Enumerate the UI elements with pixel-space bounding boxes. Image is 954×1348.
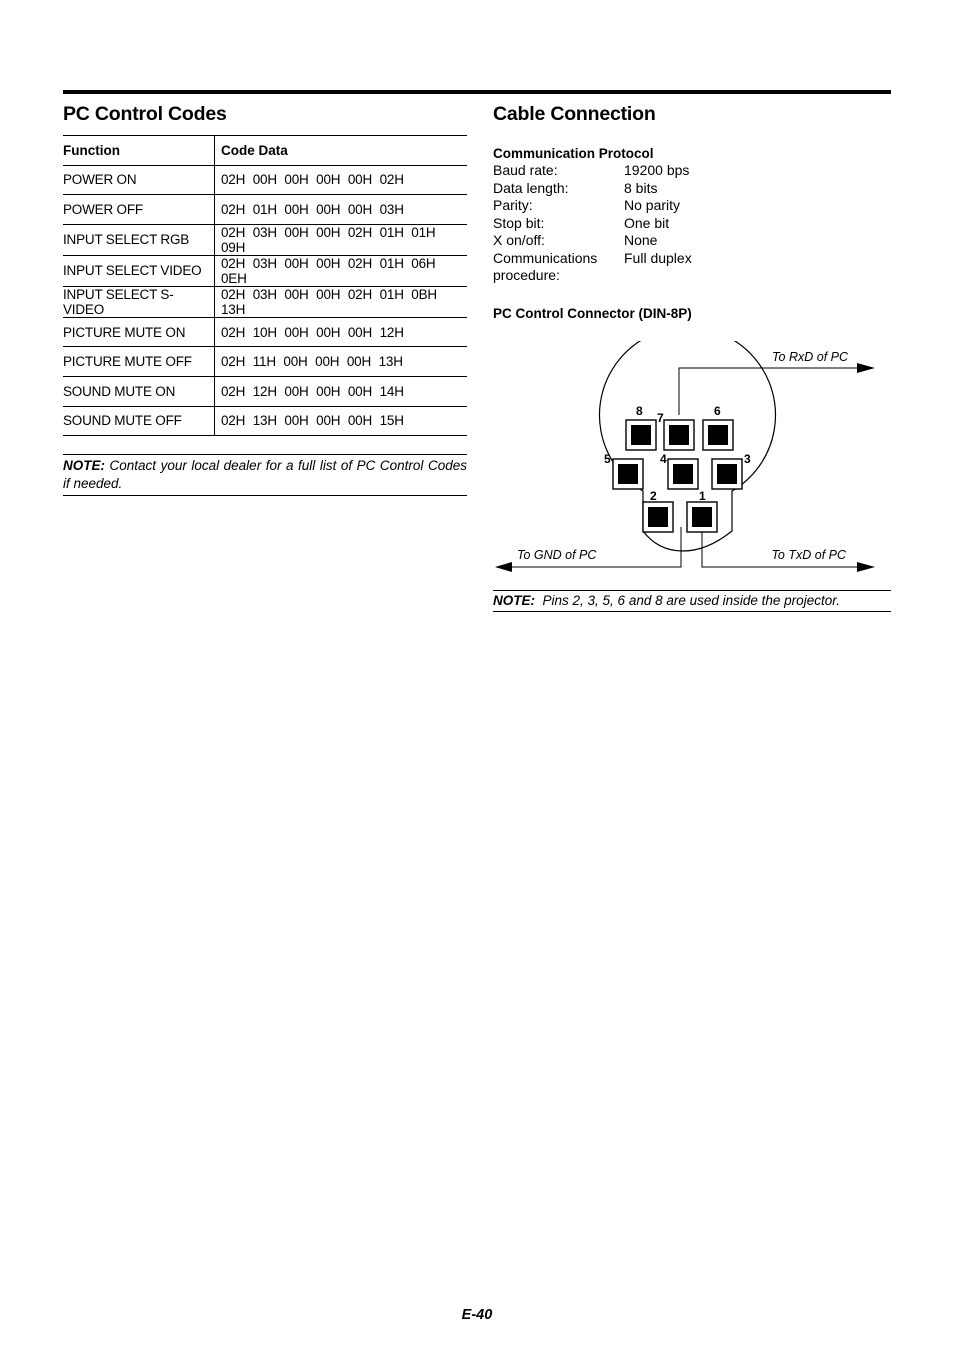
table-row	[63, 376, 467, 406]
protocol-value: Full duplex	[624, 249, 692, 266]
pin-label-4: 4	[660, 452, 667, 466]
table-row	[63, 165, 467, 195]
protocol-row	[493, 267, 891, 285]
protocol-key: Stop bit:	[493, 214, 545, 231]
table-row	[63, 317, 467, 347]
din-8p-connector-diagram	[493, 341, 891, 586]
protocol-list	[493, 162, 891, 285]
pin-label-7: 7	[657, 411, 664, 425]
protocol-value: 8 bits	[624, 179, 658, 196]
note-text: Pins 2, 3, 5, 6 and 8 are used inside the projector.	[542, 593, 840, 608]
pin-4	[668, 459, 698, 489]
cable-connection-section	[493, 101, 891, 608]
top-rule	[63, 90, 891, 94]
header-code-data: Code Data	[215, 136, 468, 166]
protocol-row	[493, 215, 891, 233]
table-row	[63, 406, 467, 436]
protocol-row	[493, 162, 891, 180]
connector-svg	[493, 341, 891, 586]
communication-protocol-title: Communication Protocol	[493, 146, 654, 161]
protocol-key: procedure:	[493, 267, 560, 283]
protocol-key: Data length:	[493, 179, 569, 196]
function-cell: INPUT SELECT RGB	[63, 224, 215, 255]
wire-rxd	[679, 368, 873, 415]
code-cell: 02H 12H 00H 00H 00H 14H	[215, 376, 468, 406]
code-cell: 02H 01H 00H 00H 00H 03H	[215, 195, 468, 225]
note-label: NOTE:	[493, 593, 535, 608]
pin-6	[703, 420, 733, 450]
code-cell: 02H 10H 00H 00H 00H 12H	[215, 317, 468, 347]
arrow-gnd	[495, 562, 512, 572]
protocol-row	[493, 197, 891, 215]
table-header-row	[63, 136, 467, 166]
note-cable-connection	[493, 590, 891, 612]
pin-label-2: 2	[650, 489, 657, 503]
function-cell: PICTURE MUTE OFF	[63, 347, 215, 377]
protocol-key: X on/off:	[493, 232, 545, 248]
note-text: Contact your local dealer for a full list of PC Control Codes if needed.	[63, 458, 467, 492]
pin-label-1: 1	[699, 489, 706, 503]
table-row	[63, 195, 467, 225]
pin-3	[712, 459, 742, 489]
protocol-key: Communications	[493, 249, 598, 266]
label-to-txd: To TxD of PC	[771, 548, 846, 562]
protocol-value: One bit	[624, 214, 670, 231]
function-cell: POWER ON	[63, 165, 215, 195]
code-cell: 02H 03H 00H 00H 02H 01H 0BH 13H	[215, 286, 468, 317]
section-title-pc-control-codes: PC Control Codes	[63, 103, 227, 125]
function-cell: SOUND MUTE ON	[63, 376, 215, 406]
pin-8	[626, 420, 656, 450]
protocol-row	[493, 180, 891, 198]
pin-label-6: 6	[714, 404, 721, 418]
table-row	[63, 255, 467, 286]
function-cell: POWER OFF	[63, 195, 215, 225]
pin-1	[687, 502, 717, 532]
function-cell: INPUT SELECT S-VIDEO	[63, 286, 215, 317]
protocol-value: No parity	[624, 197, 681, 213]
label-to-gnd: To GND of PC	[517, 548, 597, 562]
label-to-rxd: To RxD of PC	[772, 350, 848, 364]
protocol-key: Baud rate:	[493, 162, 558, 178]
code-cell: 02H 13H 00H 00H 00H 15H	[215, 406, 468, 436]
protocol-row	[493, 232, 891, 250]
pin-2	[643, 502, 673, 532]
code-cell: 02H 03H 00H 00H 02H 01H 06H 0EH	[215, 255, 468, 286]
pin-label-3: 3	[744, 452, 751, 466]
protocol-value: 19200 bps	[624, 162, 690, 178]
note-pc-control-codes	[63, 454, 467, 496]
note-label: NOTE:	[63, 458, 105, 474]
pin-label-5: 5	[604, 452, 611, 466]
connector-title: PC Control Connector (DIN-8P)	[493, 305, 692, 321]
page-number: E-40	[461, 1307, 493, 1323]
table-row	[63, 224, 467, 255]
pc-control-codes-section	[63, 101, 467, 496]
table-row	[63, 347, 467, 377]
arrow-txd	[857, 562, 875, 572]
function-cell: PICTURE MUTE ON	[63, 317, 215, 347]
function-cell: SOUND MUTE OFF	[63, 406, 215, 436]
pin-5	[613, 459, 643, 489]
code-cell: 02H 11H 00H 00H 00H 13H	[215, 347, 468, 377]
control-codes-table	[63, 135, 467, 436]
code-cell: 02H 03H 00H 00H 02H 01H 01H 09H	[215, 224, 468, 255]
protocol-value: None	[624, 232, 658, 248]
protocol-row	[493, 250, 891, 268]
section-title-cable-connection: Cable Connection	[493, 103, 656, 125]
function-cell: INPUT SELECT VIDEO	[63, 255, 215, 286]
header-function: Function	[63, 136, 215, 166]
protocol-key: Parity:	[493, 197, 533, 213]
pin-label-8: 8	[636, 404, 643, 418]
arrow-rxd	[857, 363, 875, 373]
pin-7	[664, 420, 694, 450]
table-row	[63, 286, 467, 317]
code-cell: 02H 00H 00H 00H 00H 02H	[215, 165, 468, 195]
